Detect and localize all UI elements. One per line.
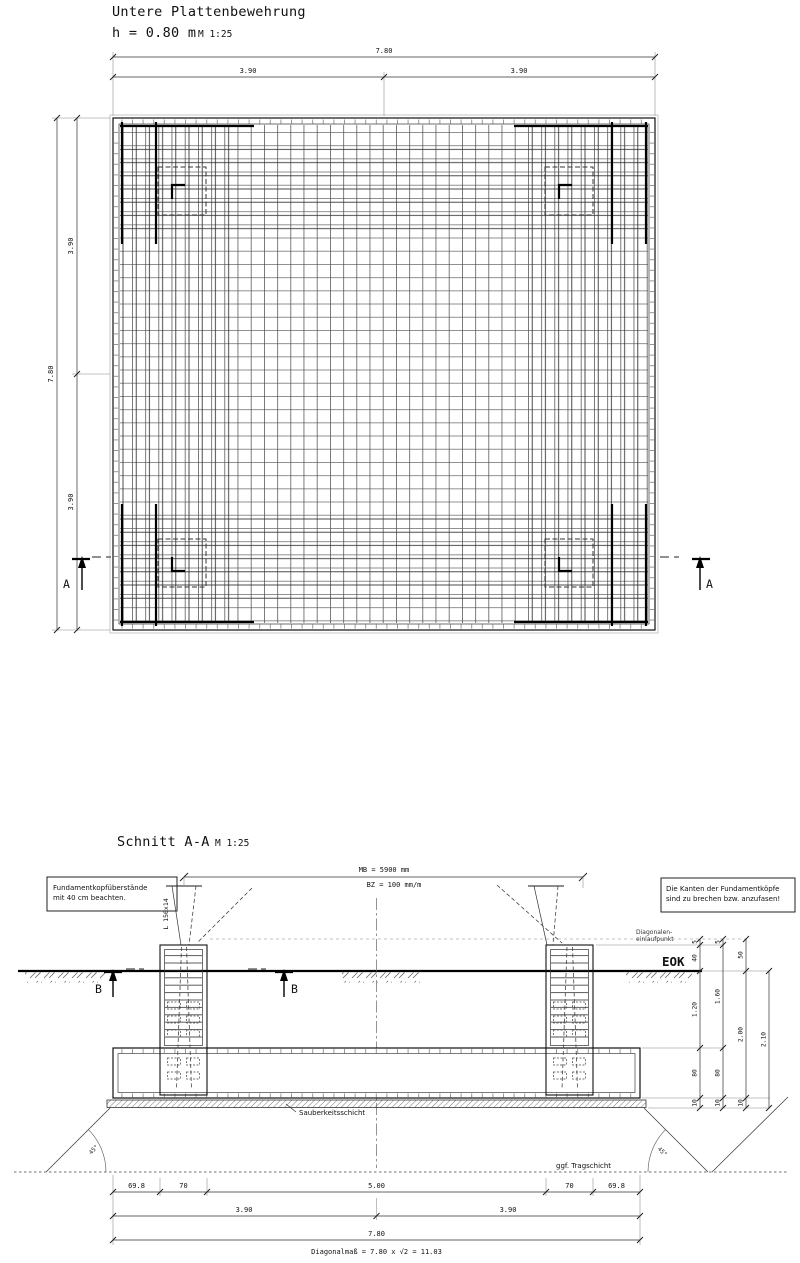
section-marker-label: A — [706, 577, 713, 591]
section-marker-label: B — [291, 982, 298, 996]
dim-row1-2: 70 — [179, 1182, 188, 1190]
dim-row2-2: 3.90 — [499, 1206, 517, 1214]
section-title: Schnitt A-A — [117, 834, 210, 850]
mb-dimension — [180, 866, 587, 889]
plan-title: Untere Plattenbewehrung — [112, 4, 306, 20]
pedestal-rebar-rungs — [551, 951, 588, 1043]
dim-row1-4: 70 — [565, 1182, 574, 1190]
section-marker-a-right — [660, 556, 713, 591]
dim-row1-5: 69.8 — [608, 1182, 625, 1190]
angle-label-right: 45° — [655, 1145, 669, 1159]
dim-row1-1: 69.8 — [128, 1182, 145, 1190]
section-arrow-icon — [78, 556, 86, 568]
slope-right — [644, 1108, 708, 1172]
plan-title-block — [112, 4, 306, 41]
section-title-block — [117, 834, 249, 850]
chain3-dim: 2.00 — [737, 1026, 745, 1043]
slab-stirrup-ticks-top — [119, 1049, 634, 1054]
note-right-line2: sind zu brechen bzw. anzufasen! — [666, 895, 781, 903]
chain3-dim: 50 — [737, 951, 745, 959]
chain3-dim: 10 — [737, 1099, 745, 1107]
edge-ticks-bottom — [120, 625, 648, 629]
slab-stirrup-ticks-bottom — [119, 1094, 634, 1099]
extra-bars-band-right — [530, 125, 648, 623]
plan-top-dimensions — [110, 47, 658, 116]
bz-label: BZ = 100 mm/m — [366, 881, 422, 889]
edge-ticks-left — [114, 125, 118, 623]
section-view — [14, 834, 795, 1256]
ground-hatch — [626, 973, 692, 983]
angle-label-left: 45° — [87, 1143, 101, 1157]
chain2-dim: 5 — [714, 940, 722, 944]
edge-ticks-right — [650, 125, 654, 623]
dim-row2-1: 3.90 — [235, 1206, 253, 1214]
section-marker-a-left — [63, 556, 111, 591]
note-left-line2: mit 40 cm beachten. — [53, 894, 126, 902]
edge-ticks-top — [120, 120, 648, 124]
section-marker-b-right — [248, 969, 298, 997]
note-box-left — [47, 877, 177, 911]
plan-scale: M 1:25 — [198, 29, 233, 40]
chain1-dim: 80 — [691, 1069, 699, 1077]
chain2-dim: 1.60 — [714, 988, 722, 1005]
dim-left-bottom: 3.90 — [67, 493, 75, 511]
chain1-dim: 40 — [691, 954, 699, 962]
note-left-line1: Fundamentkopfüberstände — [53, 884, 148, 892]
dim-left-top: 3.90 — [67, 237, 75, 255]
diag-point-label-2: einlaufpunkt — [636, 936, 674, 943]
plan-rebar-grid — [120, 122, 648, 626]
ground-hatch — [342, 973, 422, 983]
bottom-dimensions — [110, 1175, 643, 1256]
chain2-dim: 80 — [714, 1069, 722, 1077]
note-right-line1: Die Kanten der Fundamentköpfe — [666, 885, 780, 893]
diagonal-note: Diagonalmaß = 7.80 x √2 = 11.03 — [311, 1248, 442, 1256]
right-mast — [497, 885, 564, 945]
chain1-dim: 5 — [691, 940, 699, 944]
chain2-dim: 10 — [714, 1099, 722, 1107]
chain4-dim: 2.10 — [760, 1031, 768, 1048]
note-box-right — [661, 878, 795, 912]
diagonal-member-dashed — [497, 885, 562, 943]
dim-top-total: 7.80 — [375, 47, 393, 55]
section-marker-label: A — [63, 577, 70, 591]
plan-subtitle: h = 0.80 m — [112, 25, 197, 41]
dim-total-width: 7.80 — [368, 1230, 385, 1238]
plan-view — [47, 4, 713, 633]
chain1-dim: 1.20 — [691, 1001, 699, 1018]
section-arrow-icon — [696, 556, 704, 568]
diagonal-member-dashed — [197, 888, 252, 943]
dim-left-total: 7.80 — [47, 365, 55, 383]
mb-label: MB = 5900 mm — [358, 866, 410, 874]
extra-bars-band-left — [120, 125, 238, 623]
diag-point-label-1: Diagonalen- — [636, 929, 673, 936]
slope-left — [46, 1108, 110, 1172]
plan-left-dimensions — [47, 115, 110, 633]
dim-top-left: 3.90 — [239, 67, 257, 75]
ground-hatch — [25, 973, 105, 983]
blinding-label: Sauberkeitsschicht — [299, 1109, 366, 1117]
pedestal-rebar-rungs — [165, 951, 202, 1043]
angle-profile-label: L 150x14 — [162, 898, 170, 930]
foundation-slab — [113, 1048, 640, 1098]
eok-label: EOK — [662, 954, 685, 969]
section-marker-label: B — [95, 982, 102, 996]
dim-top-right: 3.90 — [510, 67, 528, 75]
chain1-dim: 10 — [691, 1099, 699, 1107]
diagonal-entry-level — [210, 929, 748, 943]
ground-line — [18, 954, 770, 983]
subbase-label: ggf. Tragschicht — [556, 1162, 612, 1170]
section-scale: M 1:25 — [215, 838, 250, 849]
dim-row1-3: 5.00 — [368, 1182, 385, 1190]
